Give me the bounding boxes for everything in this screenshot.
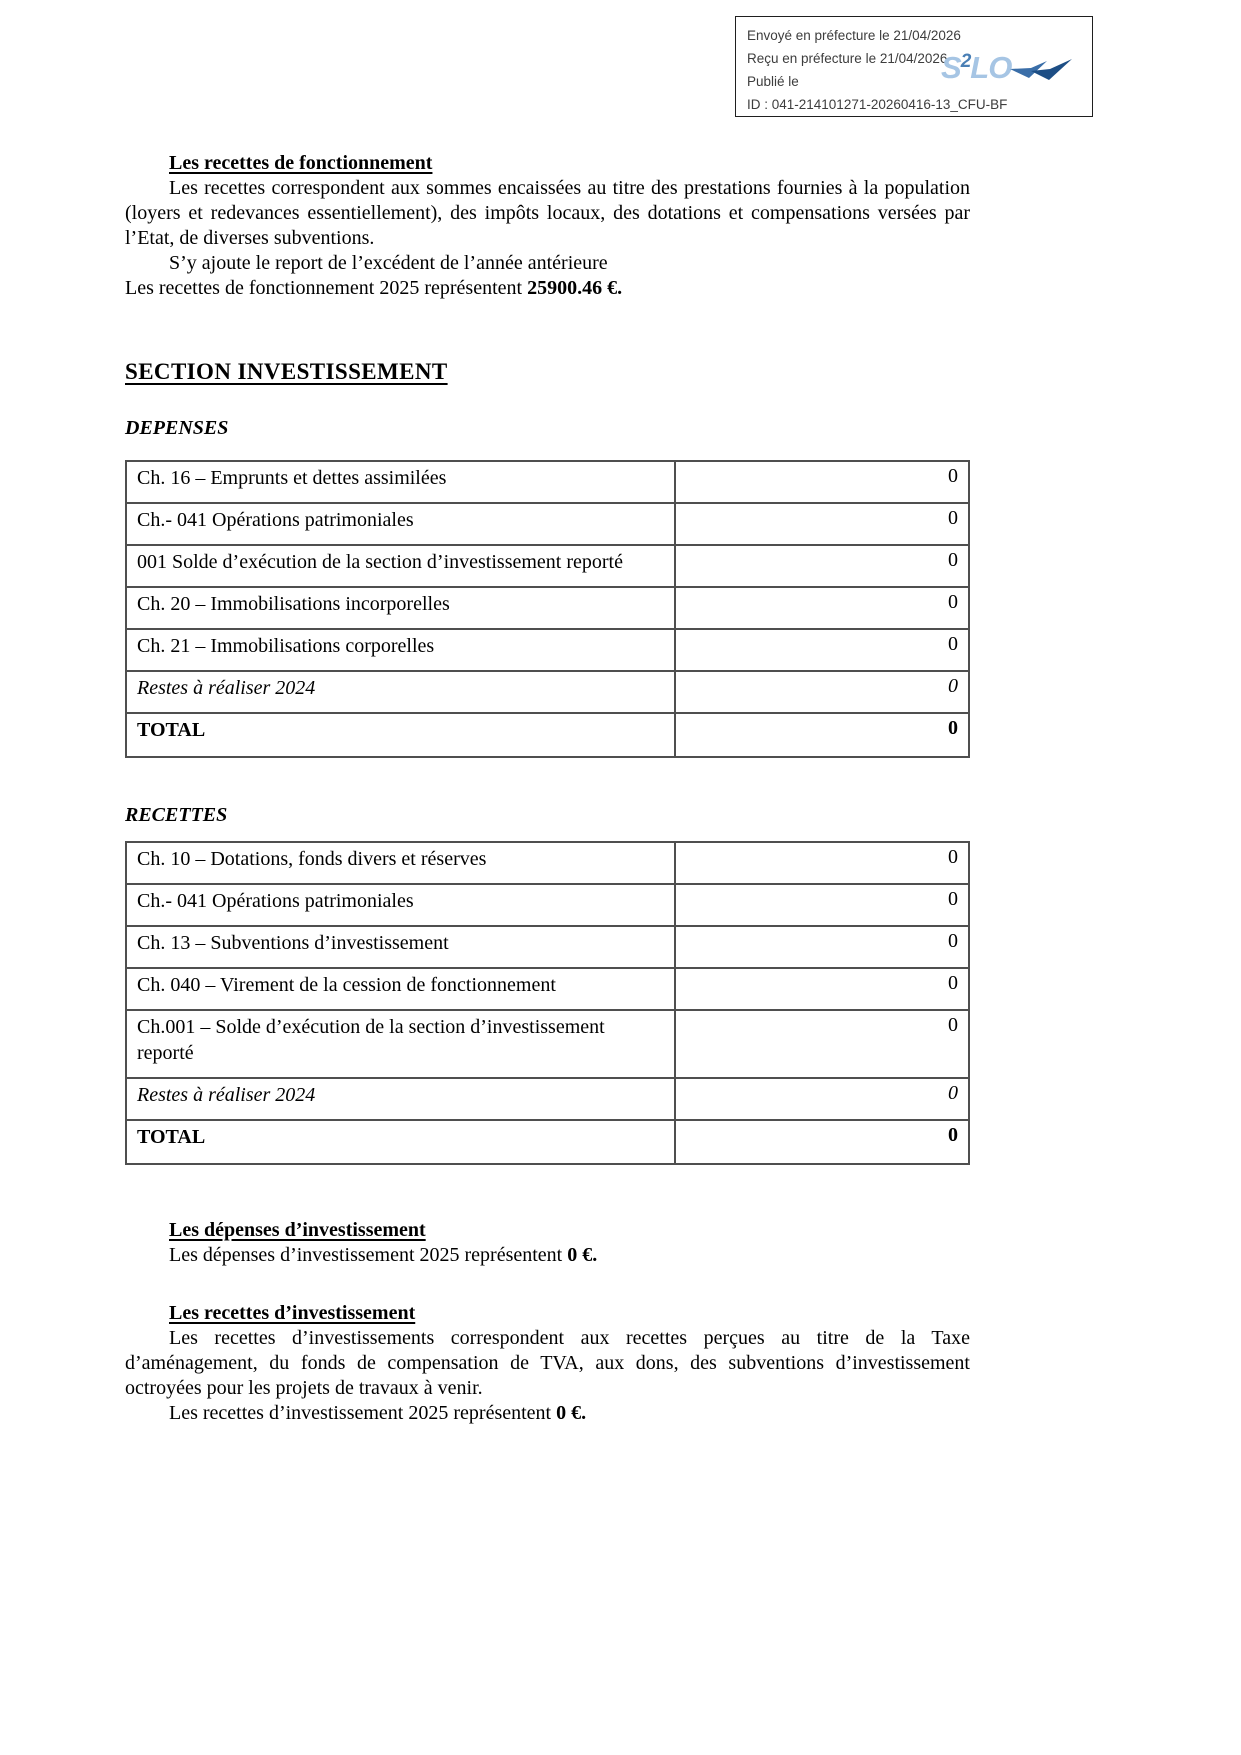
- recettes-investissement-block: [125, 1300, 970, 1426]
- stamp-line-publie: Publié le: [747, 74, 799, 89]
- s2lo-logo-letters-lo: LO: [970, 49, 1012, 85]
- row-value: 0: [675, 461, 969, 503]
- depenses-table: [125, 460, 970, 758]
- stamp-line-envoye: Envoyé en préfecture le 21/04/2026: [747, 28, 961, 43]
- row-value: 0: [675, 926, 969, 968]
- s2lo-logo-superscript: 2: [960, 50, 971, 72]
- recettes-heading: RECETTES: [125, 804, 228, 826]
- row-label: TOTAL: [126, 713, 675, 757]
- row-label: Restes à réaliser 2024: [126, 671, 675, 713]
- row-value: 0: [675, 713, 969, 757]
- row-value: 0: [675, 1120, 969, 1164]
- depenses-heading: DEPENSES: [125, 417, 229, 439]
- table-row: [126, 587, 969, 629]
- table-row-restes-a-realiser: [126, 671, 969, 713]
- table-row: [126, 884, 969, 926]
- table-row-total: [126, 713, 969, 757]
- line-depenses-inv-text: Les dépenses d’investissement 2025 représentent: [169, 1244, 568, 1266]
- row-label: Ch.- 041 Opérations patrimoniales: [126, 884, 675, 926]
- row-label: Ch. 21 – Immobilisations corporelles: [126, 629, 675, 671]
- row-label: Ch.001 – Solde d’exécution de la section d’investissement reporté: [126, 1010, 675, 1078]
- table-row: [126, 461, 969, 503]
- heading-recettes-investissement: Les recettes d’investissement: [169, 1302, 416, 1324]
- s2lo-logo-letter-s: S: [941, 49, 961, 85]
- s2lo-swoosh-icon: [1009, 57, 1073, 83]
- row-value: 0: [675, 1010, 969, 1078]
- amount-depenses-inv-2025: 0 €.: [567, 1244, 598, 1266]
- table-row: [126, 1010, 969, 1078]
- amount-recettes-fonctionnement-2025: 25900.46 €.: [527, 277, 623, 299]
- amount-recettes-inv-2025: 0 €.: [556, 1402, 587, 1424]
- table-row-restes-a-realiser: [126, 1078, 969, 1120]
- row-label: TOTAL: [126, 1120, 675, 1164]
- line-recettes-inv-text: Les recettes d’investissement 2025 représentent: [169, 1402, 557, 1424]
- row-value: 0: [675, 587, 969, 629]
- heading-depenses-investissement: Les dépenses d’investissement: [169, 1219, 426, 1241]
- line-recettes-2025: [125, 276, 970, 301]
- table-row-total: [126, 1120, 969, 1164]
- row-value: 0: [675, 545, 969, 587]
- line-recettes-inv-2025: [125, 1401, 970, 1426]
- row-value: 0: [675, 629, 969, 671]
- table-row: [126, 842, 969, 884]
- row-label: Restes à réaliser 2024: [126, 1078, 675, 1120]
- table-row: [126, 629, 969, 671]
- paragraph-recettes-fonctionnement: Les recettes correspondent aux sommes encaissées au titre des prestations fournies à la population (loyers et redevances essentiellement), des impôts locaux, des dotations et compensations versées par l’Etat, de diverses subventions.: [125, 177, 970, 249]
- row-label: Ch. 20 – Immobilisations incorporelles: [126, 587, 675, 629]
- row-label: Ch. 040 – Virement de la cession de fonctionnement: [126, 968, 675, 1010]
- paragraph-recettes-investissement: Les recettes d’investissements correspondent aux recettes perçues au titre de la Taxe d’aménagement, du fonds de compensation de TVA, aux dons, des subventions d’investissement octroyées pour les projets de travaux à venir.: [125, 1327, 970, 1399]
- row-value: 0: [675, 503, 969, 545]
- depenses-investissement-block: [125, 1217, 970, 1268]
- section-title-investissement: SECTION INVESTISSEMENT: [125, 359, 448, 384]
- stamp-line-id: ID : 041-214101271-20260416-13_CFU-BF: [747, 97, 1008, 112]
- stamp-line-recu: Reçu en préfecture le 21/04/2026: [747, 51, 948, 66]
- recettes-table: [125, 841, 970, 1165]
- row-value: 0: [675, 968, 969, 1010]
- line-report-excedent: S’y ajoute le report de l’excédent de l’année antérieure: [169, 252, 608, 274]
- row-value: 0: [675, 884, 969, 926]
- row-label: Ch. 16 – Emprunts et dettes assimilées: [126, 461, 675, 503]
- row-value: 0: [675, 1078, 969, 1120]
- table-row: [126, 503, 969, 545]
- table-row: [126, 926, 969, 968]
- prefecture-stamp-box: [735, 16, 1093, 117]
- heading-recettes-fonctionnement: Les recettes de fonctionnement: [169, 152, 433, 174]
- row-value: 0: [675, 842, 969, 884]
- table-row: [126, 968, 969, 1010]
- line-depenses-inv-2025: [169, 1243, 970, 1268]
- table-row: [126, 545, 969, 587]
- row-value: 0: [675, 671, 969, 713]
- line-recettes-2025-text: Les recettes de fonctionnement 2025 représentent: [125, 277, 528, 299]
- row-label: 001 Solde d’exécution de la section d’investissement reporté: [126, 545, 675, 587]
- row-label: Ch. 10 – Dotations, fonds divers et réserves: [126, 842, 675, 884]
- row-label: Ch. 13 – Subventions d’investissement: [126, 926, 675, 968]
- s2lo-logo: [941, 51, 1073, 83]
- row-label: Ch.- 041 Opérations patrimoniales: [126, 503, 675, 545]
